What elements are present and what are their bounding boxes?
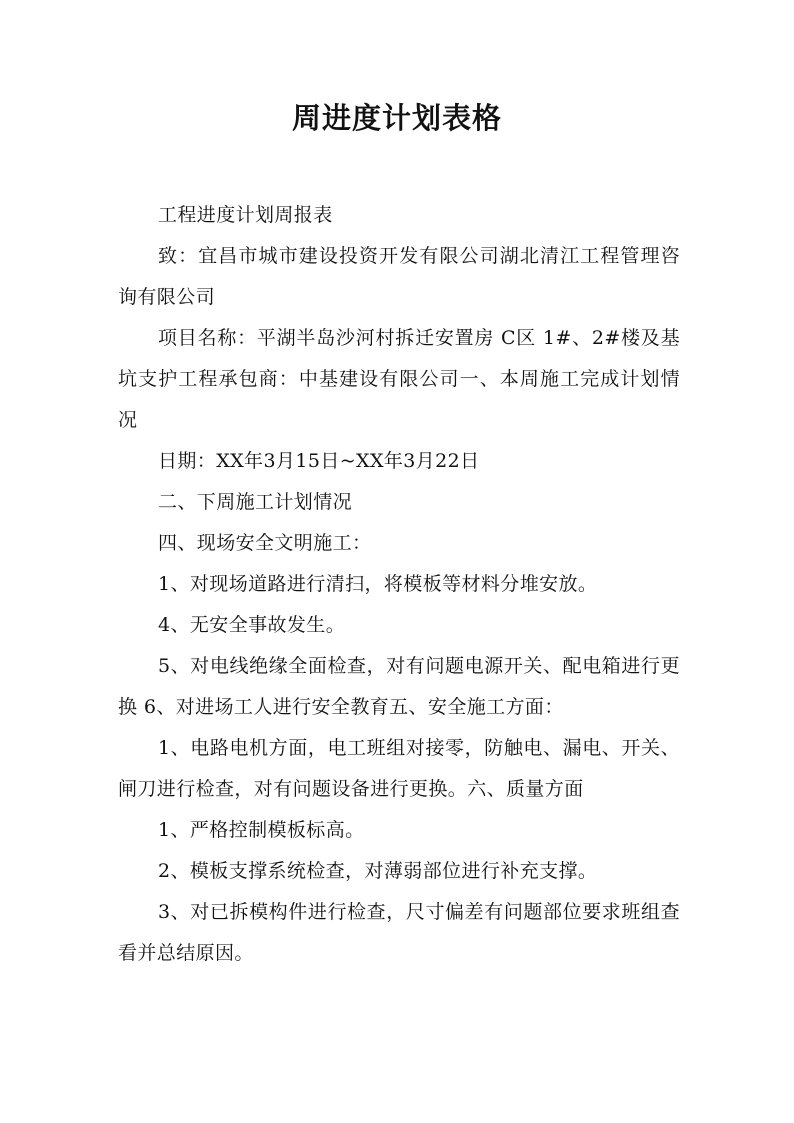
road-cleaning-item: 1、对现场道路进行清扫，将模板等材料分堆安放。 [158, 573, 598, 595]
support-system-item: 2、模板支撑系统检查，对薄弱部位进行补充支撑。 [158, 860, 598, 882]
document-body [118, 195, 680, 974]
date-paragraph: 日期：XX年3月15日~XX年3月22日 [158, 450, 480, 472]
no-accident-item: 4、无安全事故发生。 [158, 614, 346, 636]
site-safety-heading: 四、现场安全文明施工： [158, 532, 372, 554]
next-week-plan-heading: 二、下周施工计划情况 [158, 491, 353, 513]
electrical-inspection-item: 1、电路电机方面，电工班组对接零，防触电、漏电、开关、闸刀进行检查，对有问题设备进行更换。六、质量方面 [118, 737, 680, 800]
document-title: 周进度计划表格 [291, 101, 502, 135]
component-inspection-item: 3、对已拆模构件进行检查，尺寸偏差有问题部位要求班组查看并总结原因。 [118, 901, 680, 964]
project-name-paragraph: 项目名称：平湖半岛沙河村拆迁安置房 C区 1#、2#楼及基坑支护工程承包商：中基建设有限公司一、本周施工完成计划情况 [118, 327, 680, 431]
report-heading-paragraph: 工程进度计划周报表 [158, 204, 333, 226]
wire-inspection-item: 5、对电线绝缘全面检查，对有问题电源开关、配电箱进行更换 6、对进场工人进行安全教育五、安全施工方面： [118, 655, 680, 718]
formwork-elevation-item: 1、严格控制模板标高。 [158, 819, 365, 841]
addressee-paragraph: 致：宜昌市城市建设投资开发有限公司湖北清江工程管理咨询有限公司 [118, 245, 680, 308]
